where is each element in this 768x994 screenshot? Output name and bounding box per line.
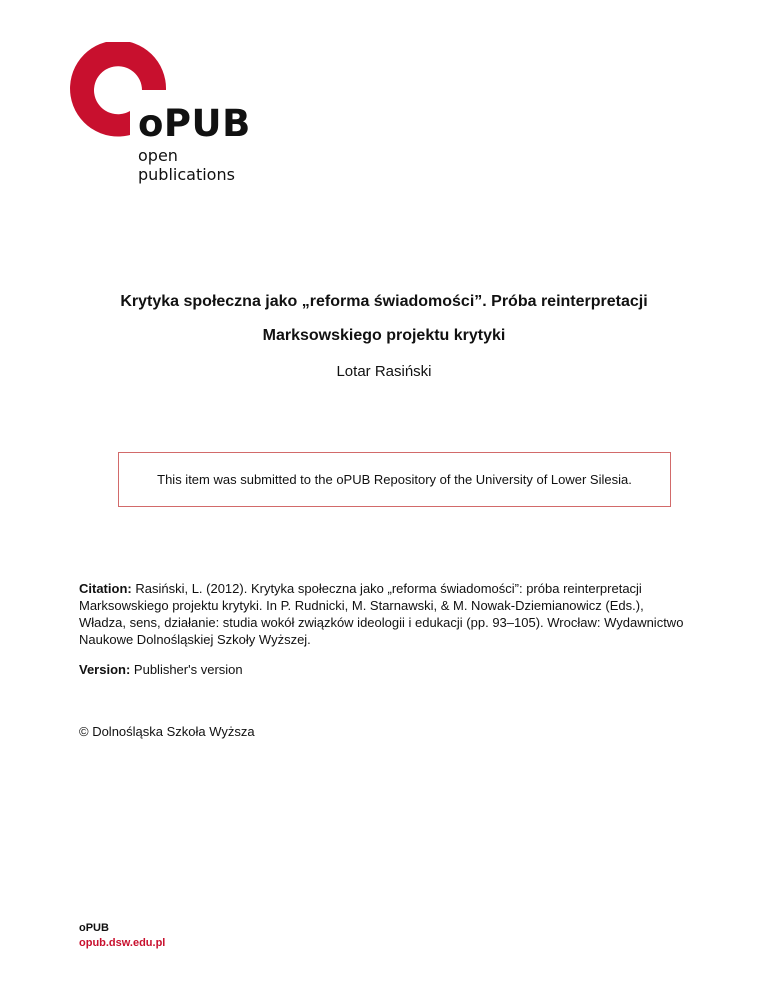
citation-text: Rasiński, L. (2012). Krytyka społeczna jako „reforma świadomości”: próba reinterpretacji Marksowskiego projektu krytyki. In P. Rudnicki, M. Starnawski, & M. Nowak-Dziemianowicz (Eds.), Władza, sens, działanie: studia wokół związków ideologii i edukacji (pp. 93–105). Wrocław: Wydawnictwo Naukowe Dolnośląskiej Szkoły Wyższej.	[79, 581, 684, 647]
logo-brand-text: oPUB	[138, 102, 251, 145]
opub-logo	[60, 42, 270, 182]
repository-notice-box	[118, 452, 671, 507]
footer-url-link[interactable]: opub.dsw.edu.pl	[79, 937, 166, 949]
logo-tagline	[138, 146, 235, 184]
repository-notice-text: This item was submitted to the oPUB Repository of the University of Lower Silesia.	[157, 472, 632, 487]
footer-brand: oPUB	[79, 922, 109, 934]
logo-tagline-line-2: publications	[138, 165, 235, 184]
copyright-notice: © Dolnośląska Szkoła Wyższa	[79, 724, 255, 739]
document-author: Lotar Rasiński	[336, 363, 432, 380]
citation-label: Citation:	[79, 581, 132, 596]
document-title-line-1: Krytyka społeczna jako „reforma świadomości”. Próba reinterpretacji	[120, 293, 648, 310]
citation	[79, 580, 689, 648]
document-title-line-2: Marksowskiego projektu krytyki	[262, 327, 506, 344]
version	[79, 662, 243, 677]
version-label: Version:	[79, 662, 131, 677]
logo-tagline-line-1: open	[138, 146, 178, 165]
version-text: Publisher's version	[133, 662, 243, 677]
